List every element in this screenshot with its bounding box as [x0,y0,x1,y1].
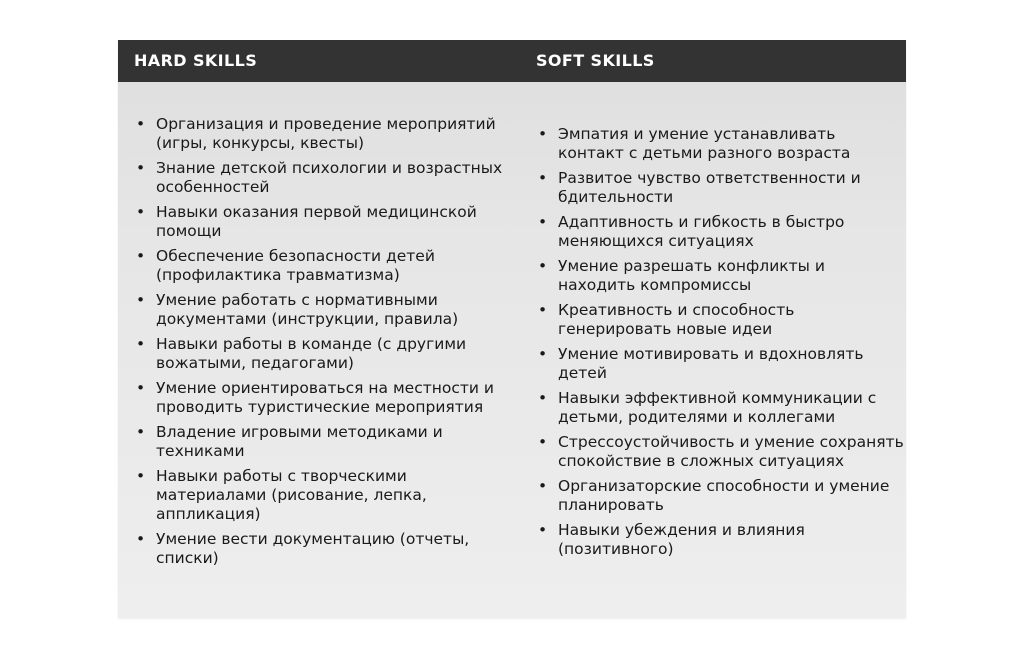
bullet-icon: • [136,115,146,133]
list-item-text: Эмпатия и умение устанавливать контакт с детьми разного возраста [558,125,851,162]
list-item [134,335,504,373]
bullet-icon: • [538,301,548,319]
bullet-icon: • [538,433,548,451]
bullet-icon: • [136,530,146,548]
list-item-text: Навыки работы в команде (с другими вожатыми, педагогами) [156,335,467,372]
soft-skills-list [536,125,906,565]
list-item-text: Организация и проведение мероприятий (игры, конкурсы, квесты) [156,115,496,152]
bullet-icon: • [538,169,548,187]
bullet-icon: • [136,203,146,221]
bullet-icon: • [136,291,146,309]
hard-skills-list [134,115,504,574]
list-item [536,169,906,207]
bullet-icon: • [538,345,548,363]
list-item-text: Знание детской психологии и возрастных особенностей [156,159,503,196]
list-item [536,433,906,471]
bullet-icon: • [538,125,548,143]
list-item-text: Организаторские способности и умение планировать [558,477,890,514]
bullet-icon: • [538,389,548,407]
bullet-icon: • [538,477,548,495]
list-item-text: Умение разрешать конфликты и находить компромиссы [558,257,825,294]
list-item-text: Умение мотивировать и вдохновлять детей [558,345,864,382]
bullet-icon: • [136,247,146,265]
list-item-text: Умение вести документацию (отчеты, списки) [156,530,470,567]
list-item-text: Навыки эффективной коммуникации с детьми, родителями и коллегами [558,389,877,426]
list-item [536,477,906,515]
list-item-text: Навыки убеждения и влияния (позитивного) [558,521,805,558]
bullet-icon: • [538,213,548,231]
list-item [134,291,504,329]
header-hard-skills: HARD SKILLS [134,51,258,70]
list-item [134,379,504,417]
list-item [536,389,906,427]
list-item [134,247,504,285]
list-item [536,345,906,383]
list-item [536,125,906,163]
bullet-icon: • [538,257,548,275]
list-item [134,203,504,241]
list-item [134,530,504,568]
skills-table [118,40,906,618]
bullet-icon: • [136,379,146,397]
list-item-text: Адаптивность и гибкость в быстро меняющихся ситуациях [558,213,845,250]
list-item-text: Навыки оказания первой медицинской помощи [156,203,477,240]
bullet-icon: • [136,423,146,441]
table-header [118,40,906,82]
list-item-text: Обеспечение безопасности детей (профилактика травматизма) [156,247,435,284]
list-item [134,423,504,461]
list-item-text: Креативность и способность генерировать новые идеи [558,301,795,338]
bullet-icon: • [538,521,548,539]
list-item [536,301,906,339]
list-item-text: Умение работать с нормативными документами (инструкции, правила) [156,291,459,328]
list-item [134,467,504,524]
list-item [536,521,906,559]
bullet-icon: • [136,467,146,485]
list-item-text: Стрессоустойчивость и умение сохранять спокойствие в сложных ситуациях [558,433,904,470]
list-item [536,257,906,295]
list-item-text: Навыки работы с творческими материалами (рисование, лепка, аппликация) [156,467,427,523]
header-soft-skills: SOFT SKILLS [536,51,655,70]
list-item-text: Владение игровыми методиками и техниками [156,423,443,460]
list-item-text: Умение ориентироваться на местности и проводить туристические мероприятия [156,379,494,416]
list-item-text: Развитое чувство ответственности и бдительности [558,169,861,206]
list-item [134,159,504,197]
list-item [134,115,504,153]
bullet-icon: • [136,159,146,177]
list-item [536,213,906,251]
bullet-icon: • [136,335,146,353]
